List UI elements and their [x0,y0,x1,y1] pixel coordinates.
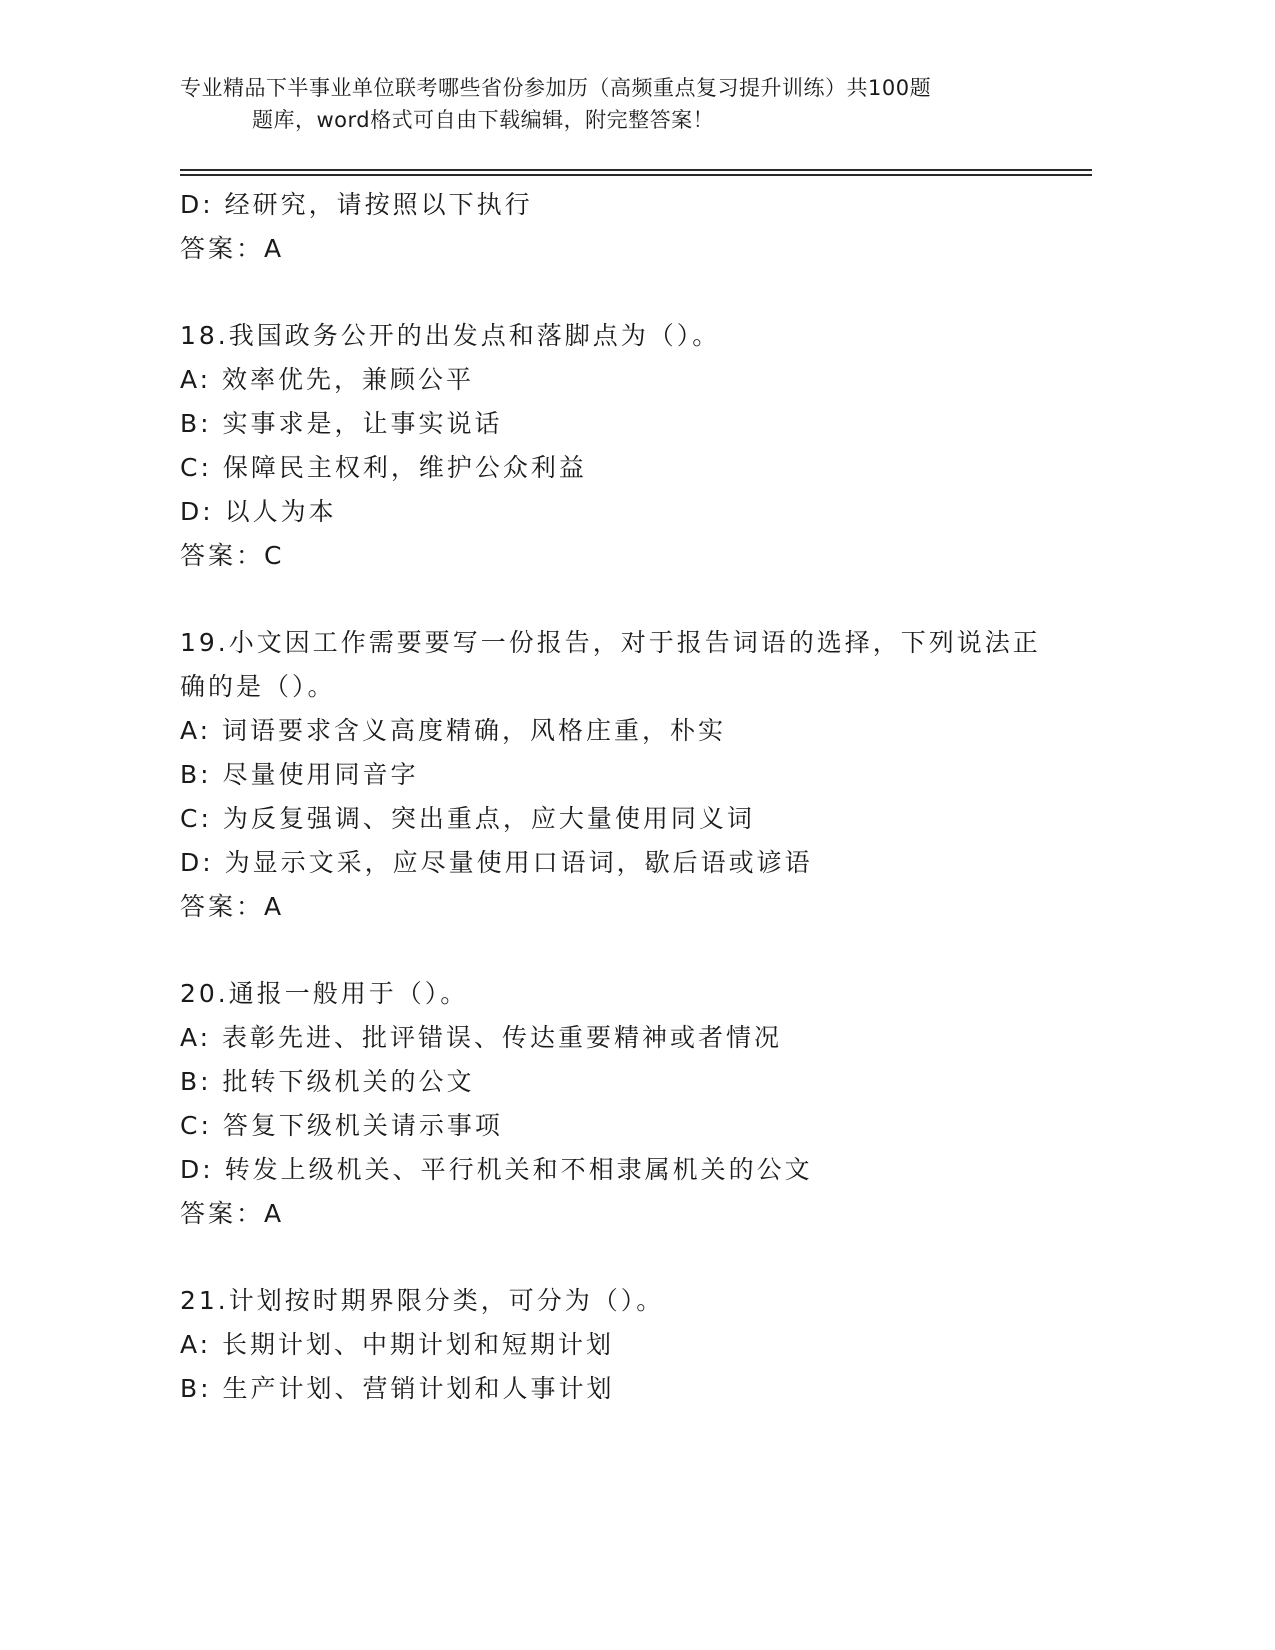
option-d: D: 以人为本 [180,497,337,526]
option-a: A: 词语要求含义高度精确，风格庄重，朴实 [180,716,727,745]
option-b: B: 实事求是，让事实说话 [180,409,503,438]
answer: 答案：A [180,892,285,921]
question-stem: 18.我国政务公开的出发点和落脚点为（）。 [180,321,721,350]
spacer [180,929,1060,972]
spacer [180,578,1060,621]
question-20 [180,972,1060,1236]
option-b: B: 生产计划、营销计划和人事计划 [180,1374,615,1403]
question-21 [180,1279,1060,1411]
header-divider-bottom [180,174,1092,176]
spacer [180,271,1060,314]
header-title-line1: 专业精品下半事业单位联考哪些省份参加历（高频重点复习提升训练）共100题 [180,76,932,100]
question-18 [180,314,1060,578]
option-d: D: 转发上级机关、平行机关和不相隶属机关的公文 [180,1155,813,1184]
option-a: A: 表彰先进、批评错误、传达重要精神或者情况 [180,1023,783,1052]
option-d: D: 为显示文采，应尽量使用口语词，歇后语或谚语 [180,848,813,877]
option-c: C: 保障民主权利，维护公众利益 [180,453,587,482]
question-19 [180,621,1060,929]
prev-answer: 答案：A [180,234,285,263]
question-stem: 20.通报一般用于（）。 [180,979,469,1008]
option-c: C: 为反复强调、突出重点，应大量使用同义词 [180,804,755,833]
question-list [180,183,1060,1411]
option-a: A: 长期计划、中期计划和短期计划 [180,1330,615,1359]
answer: 答案：A [180,1199,285,1228]
spacer [180,1236,1060,1279]
header-divider-top [180,169,1092,171]
question-stem: 21.计划按时期界限分类，可分为（）。 [180,1286,665,1315]
answer: 答案：C [180,541,285,570]
prev-option-d: D: 经研究，请按照以下执行 [180,190,533,219]
option-c: C: 答复下级机关请示事项 [180,1111,503,1140]
question-stem-line1: 19.小文因工作需要要写一份报告，对于报告词语的选择，下列说法正 [180,628,1041,657]
question-stem-line2: 确的是（）。 [180,672,336,701]
document-header [180,72,1060,136]
option-a: A: 效率优先，兼顾公平 [180,365,475,394]
option-b: B: 尽量使用同音字 [180,760,419,789]
option-b: B: 批转下级机关的公文 [180,1067,475,1096]
header-title-line2: 题库，word格式可自由下载编辑，附完整答案！ [252,108,715,132]
